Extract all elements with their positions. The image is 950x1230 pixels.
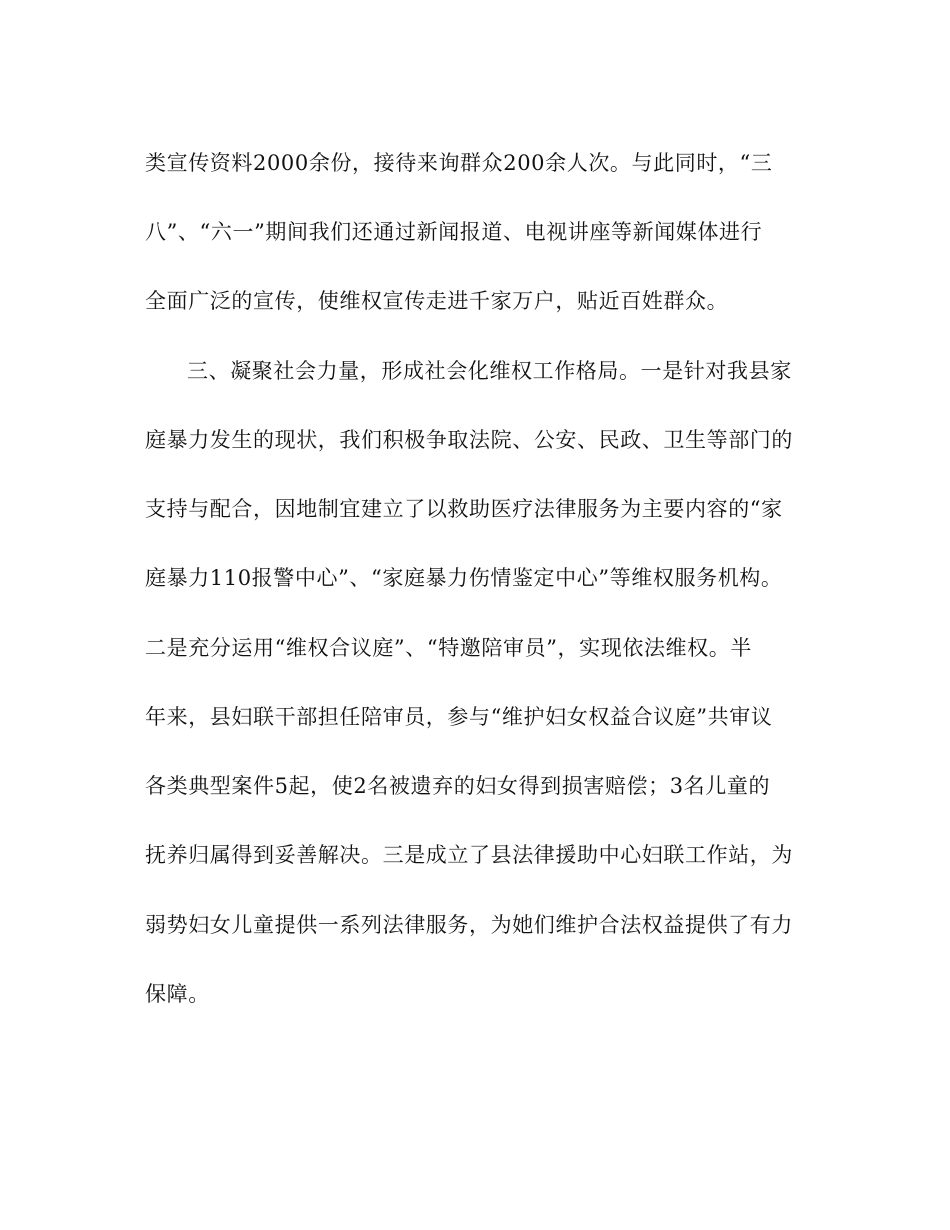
body-text-line: 抚养归属得到妥善解决。三是成立了县法律援助中心妇联工作站，为 bbox=[145, 843, 793, 867]
body-text-line: 全面广泛的宣传，使维权宣传走进千家万户，贴近百姓群众。 bbox=[145, 289, 729, 313]
body-text-line: 弱势妇女儿童提供一系列法律服务，为她们维护合法权益提供了有力 bbox=[145, 913, 793, 937]
body-text-line: 二是充分运用“维权合议庭”、“特邀陪审员”，实现依法维权。半 bbox=[145, 636, 752, 660]
body-text-line: 类宣传资料2000余份，接待来询群众200余人次。与此同时，“三 bbox=[145, 151, 773, 175]
body-text-line: 支持与配合，因地制宜建立了以救助医疗法律服务为主要内容的“家 bbox=[145, 497, 783, 521]
body-text-line: 八”、“六一”期间我们还通过新闻报道、电视讲座等新闻媒体进行 bbox=[145, 220, 763, 244]
section-heading-line: 三、凝聚社会力量，形成社会化维权工作格局。一是针对我县家 bbox=[187, 359, 792, 383]
body-text-line: 保障。 bbox=[145, 982, 210, 1006]
body-text-line: 庭暴力发生的现状，我们积极争取法院、公安、民政、卫生等部门的 bbox=[145, 428, 793, 452]
body-text-line: 年来，县妇联干部担任陪审员，参与“维护妇女权益合议庭”共审议 bbox=[145, 705, 773, 729]
body-text-line: 各类典型案件5起，使2名被遗弃的妇女得到损害赔偿；3名儿童的 bbox=[145, 774, 771, 798]
body-text-line: 庭暴力110报警中心”、“家庭暴力伤情鉴定中心”等维权服务机构。 bbox=[145, 566, 783, 590]
